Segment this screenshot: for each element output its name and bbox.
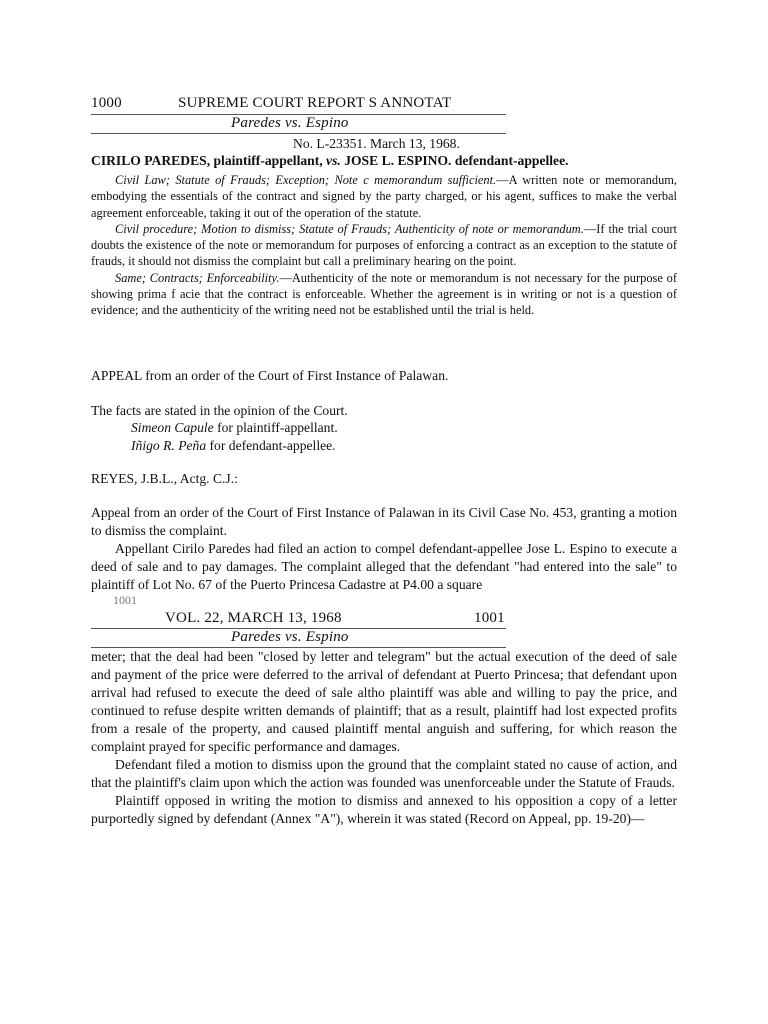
page-number: 1000 — [91, 95, 122, 111]
counsel-line — [131, 437, 336, 455]
counsel-line — [131, 419, 338, 437]
case-short-title: Paredes vs. Espino — [231, 115, 349, 131]
counsel-role: for plaintiff-appellant. — [217, 420, 338, 435]
syllabus-head: Civil Law; Statute of Frauds; Exception; Note c memorandum sufficient. — [115, 173, 497, 187]
syllabus — [91, 172, 677, 319]
appeal-line: APPEAL from an order of the Court of First Instance of Palawan. — [91, 368, 449, 383]
counsel-name: Simeon Capule — [131, 420, 214, 435]
syllabus-item — [91, 270, 677, 319]
syllabus-text: —A written note or memorandum, embodying the essentials of the contract and signed by the party charged, or his agent, suffices to make the verbal agreement enforceable, taking it out of the operation of the statute. — [91, 173, 678, 220]
syllabus-head: Same; Contracts; Enforceability. — [115, 270, 280, 285]
opinion-paragraph: Appeal from an order of the Court of First Instance of Palawan in its Civil Case No. 453, granting a motion to dismiss the complaint. — [91, 505, 677, 538]
syllabus-text: —Authenticity of the note or memorandum is not necessary for the purpose of showing prima f acie that the contract is enforceable. Whether the agreement is in writing or not is a question of evidence; and the authenticity of the writing need not be established until the trial is held. — [91, 270, 677, 318]
page-number: 1001 — [474, 610, 505, 626]
case-parties — [91, 153, 569, 169]
ponente: REYES, J.B.L., Actg. C.J.: — [91, 471, 238, 486]
opinion-paragraph: Defendant filed a motion to dismiss upon the ground that the complaint stated no cause of action, and that the plaintiff's claim upon which the action was founded was unenforceable under the Statute of Frauds. — [91, 757, 677, 790]
opinion-paragraph: meter; that the deal had been "closed by letter and telegram" but the actual execution of the deed of sale and payment of the price were deferred to the arrival of defendant at Puerto Princesa; that defendant upon arrival had refused to execute the deed of sale altho plaintiff was able and willing to pay the price, and continued to refuse despite written demands of plaintiff; that as a result, plaintiff had lost expected profits from a resale of the property, and caused plaintiff mental anguish and suffering, for which reason the complaint prayed for specific performance and damages. — [91, 649, 677, 754]
plaintiff-name: CIRILO PAREDES, plaintiff-appellant, — [91, 153, 323, 168]
syllabus-item — [91, 221, 677, 270]
page-marker: 1001 — [113, 593, 137, 607]
vs-label: vs. — [326, 153, 341, 168]
counsel-role: for defendant-appellee. — [209, 438, 336, 453]
syllabus-head: Civil procedure; Motion to dismiss; Statute of Frauds; Authenticity of note or memorandum. — [115, 221, 584, 236]
opinion-continued — [91, 648, 677, 828]
defendant-name: JOSE L. ESPINO. defendant-appellee. — [344, 153, 569, 168]
case-short-title: Paredes vs. Espino — [231, 629, 349, 645]
facts-line: The facts are stated in the opinion of the Court. — [91, 403, 348, 418]
counsel-name: Iñigo R. Peña — [131, 438, 207, 453]
docket-number: No. L-23351. March 13, 1968. — [293, 136, 460, 151]
opinion-paragraph: Appellant Cirilo Paredes had filed an action to compel defendant-appellee Jose L. Espino to execute a deed of sale and to pay damages. The complaint alleged that the defendant "had entered into the sale" to plaintiff of Lot No. 67 of the Puerto Princesa Cadastre at P4.00 a square — [91, 541, 677, 592]
header-rule — [91, 133, 506, 134]
running-title: SUPREME COURT REPORT S ANNOTAT — [178, 95, 452, 111]
syllabus-item — [91, 172, 677, 221]
syllabus-text: —If the trial court doubts the existence of the note or memorandum for purposes of enforcing a contract as an exception to the statute of frauds, it should not dismiss the complaint but call a preliminary hearing on the point. — [91, 221, 677, 269]
running-title: VOL. 22, MARCH 13, 1968 — [165, 610, 342, 626]
opinion — [91, 504, 677, 594]
opinion-paragraph: Plaintiff opposed in writing the motion to dismiss and annexed to his opposition a copy of a letter purportedly signed by defendant (Annex "A"), wherein it was stated (Record on Appeal, pp. 19-20)— — [91, 793, 677, 826]
